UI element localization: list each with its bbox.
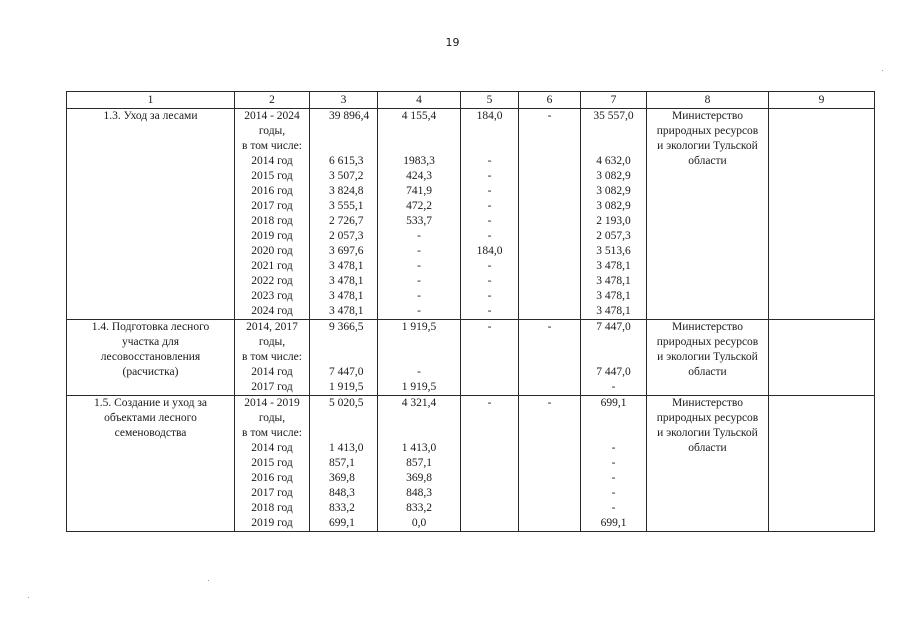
value-line-c2: 2015 год [251, 457, 293, 469]
value-line-c7: 7 447,0 [596, 321, 631, 333]
value-line-c2: 2022 год [251, 275, 293, 287]
value-line-c4: 848,3 [406, 487, 432, 499]
activity-name-cell [67, 320, 235, 396]
value-line-c6 [519, 380, 580, 395]
value-line-c6 [519, 516, 580, 531]
value-line-c3: 7 447,0 [329, 366, 364, 378]
value-line-c3: 3 507,2 [329, 170, 364, 182]
value-line-c4: 533,7 [406, 215, 432, 227]
value-line-c6 [519, 471, 580, 486]
value-line-c3 [310, 335, 377, 350]
value-line-c3 [310, 350, 377, 365]
value-line-c7: - [611, 472, 616, 484]
value-line-c6 [519, 169, 580, 184]
value-line-c2: 2019 год [251, 230, 293, 242]
value-line-c6: - [547, 321, 552, 333]
table-row-group [67, 320, 875, 396]
value-line-c7: - [611, 502, 616, 514]
value-line-c4 [378, 411, 460, 426]
value-line-c3: 3 478,1 [329, 260, 364, 272]
value-line-c3: 1 919,5 [329, 381, 364, 393]
value-line-c2: годы, [258, 336, 286, 348]
executor-line: области [688, 366, 727, 378]
value-line-c2: 2014 - 2019 [244, 397, 300, 409]
value-line-c4: - [417, 290, 421, 302]
value-line-c4 [378, 335, 460, 350]
value-cell-c6 [519, 320, 581, 396]
value-line-c4: 369,8 [406, 472, 432, 484]
value-line-c4 [378, 350, 460, 365]
value-line-c3: 3 478,1 [329, 275, 364, 287]
scan-speck [208, 580, 209, 581]
header-col-5: 5 [461, 92, 519, 109]
executor-line: Министерство [672, 321, 743, 333]
value-line-c4: 1 919,5 [401, 321, 437, 333]
value-line-c5 [461, 139, 518, 154]
value-line-c2: 2023 год [251, 290, 293, 302]
value-line-c3: 369,8 [329, 472, 355, 484]
empty-col-9-cell [769, 109, 875, 320]
value-line-c7: 699,1 [600, 517, 627, 529]
executor-cell [647, 109, 769, 320]
value-line-c7: - [611, 442, 616, 454]
executor-line: природных ресурсов [656, 412, 759, 424]
executor-line: области [688, 155, 727, 167]
value-line-c5 [461, 411, 518, 426]
value-line-c6 [519, 244, 580, 259]
value-line-c3: 39 896,4 [329, 110, 370, 122]
value-line-c4: - [417, 230, 421, 242]
value-line-c6 [519, 456, 580, 471]
value-line-c6 [519, 501, 580, 516]
value-line-c2: 2021 год [251, 260, 293, 272]
value-line-c6 [519, 365, 580, 380]
value-line-c7: 3 082,9 [596, 200, 631, 212]
value-line-c6 [519, 184, 580, 199]
value-line-c4: - [417, 260, 421, 272]
value-cell-c3 [310, 320, 378, 396]
value-line-c4: - [417, 275, 421, 287]
header-col-8: 8 [647, 92, 769, 109]
value-line-c7: 3 082,9 [596, 170, 631, 182]
value-line-c4: - [417, 366, 421, 378]
table-row-group [67, 396, 875, 532]
value-line-c4 [378, 426, 460, 441]
value-line-c4 [378, 124, 460, 139]
executor-line: Министерство [672, 110, 743, 122]
value-line-c2: 2018 год [251, 215, 293, 227]
value-cell-c4 [378, 396, 461, 532]
value-line-c3 [310, 411, 377, 426]
value-line-c2: 2024 год [251, 305, 293, 317]
value-cell-c5 [461, 396, 519, 532]
value-line-c7: 3 082,9 [596, 185, 631, 197]
executor-line: Министерство [672, 397, 743, 409]
activity-name-cell [67, 396, 235, 532]
value-line-c2: 2017 год [251, 487, 293, 499]
value-cell-c7 [581, 109, 647, 320]
value-line-c2: 2014 год [251, 155, 293, 167]
header-col-6: 6 [519, 92, 581, 109]
value-line-c5: - [487, 260, 492, 272]
value-line-c2: годы, [258, 412, 286, 424]
executor-line: природных ресурсов [656, 125, 759, 137]
activity-name-line: лесовосстановления [100, 351, 201, 363]
header-col-2: 2 [235, 92, 310, 109]
activity-name-line: 1.4. Подготовка лесного [91, 321, 210, 333]
value-line-c7: 2 057,3 [596, 230, 631, 242]
value-cell-c2 [235, 109, 310, 320]
value-line-c3: 3 478,1 [329, 305, 364, 317]
value-cell-c3 [310, 109, 378, 320]
value-line-c2: 2018 год [251, 502, 293, 514]
value-line-c6 [519, 229, 580, 244]
value-line-c3: 1 413,0 [329, 442, 364, 454]
executor-line: и экологии Тульской [657, 427, 758, 439]
value-line-c3: 857,1 [329, 457, 355, 469]
value-line-c7: 699,1 [600, 397, 627, 409]
value-line-c4: 4 321,4 [401, 397, 437, 409]
value-line-c7 [581, 139, 646, 154]
header-col-1: 1 [67, 92, 235, 109]
value-line-c5 [461, 471, 518, 486]
value-line-c2: 2014 год [251, 442, 293, 454]
value-line-c3 [310, 139, 377, 154]
value-line-c2: 2016 год [251, 472, 293, 484]
value-line-c6 [519, 274, 580, 289]
value-line-c2: 2019 год [251, 517, 293, 529]
value-line-c7 [581, 335, 646, 350]
value-line-c4: 4 155,4 [401, 110, 437, 122]
activity-name-line: 1.5. Создание и уход за [93, 397, 207, 409]
value-line-c5: - [487, 155, 492, 167]
value-line-c2: 2014 год [251, 366, 293, 378]
value-line-c3: 848,3 [329, 487, 355, 499]
executor-line: области [688, 442, 727, 454]
value-line-c4: 1983,3 [403, 155, 435, 167]
value-line-c2: 2017 год [251, 200, 293, 212]
value-line-c3: 833,2 [329, 502, 355, 514]
value-line-c6 [519, 139, 580, 154]
value-cell-c3 [310, 396, 378, 532]
value-cell-c5 [461, 109, 519, 320]
value-line-c2: 2016 год [251, 185, 293, 197]
header-row [67, 92, 875, 109]
value-line-c6 [519, 411, 580, 426]
value-line-c5 [461, 124, 518, 139]
table-row-group [67, 109, 875, 320]
activity-name-line: участка для [121, 336, 180, 348]
value-line-c3: 3 478,1 [329, 290, 364, 302]
value-line-c7 [581, 124, 646, 139]
value-line-c7: 3 478,1 [596, 260, 631, 272]
value-line-c5: - [487, 397, 492, 409]
value-line-c4: 741,9 [406, 185, 432, 197]
value-line-c7 [581, 350, 646, 365]
value-line-c5: 184,0 [476, 245, 503, 257]
value-cell-c2 [235, 396, 310, 532]
header-col-3: 3 [310, 92, 378, 109]
value-line-c7: 3 478,1 [596, 275, 631, 287]
value-cell-c6 [519, 109, 581, 320]
value-cell-c4 [378, 109, 461, 320]
value-line-c4: 1 413,0 [401, 442, 437, 454]
value-line-c7 [581, 426, 646, 441]
value-line-c3: 9 366,5 [329, 321, 364, 333]
value-line-c5 [461, 501, 518, 516]
value-line-c3 [310, 124, 377, 139]
value-line-c7: 2 193,0 [596, 215, 631, 227]
value-line-c6 [519, 486, 580, 501]
value-line-c3: 6 615,3 [329, 155, 364, 167]
value-line-c4: - [417, 245, 421, 257]
value-line-c5: - [487, 215, 492, 227]
activity-name-line: объектами лесного [104, 412, 197, 424]
value-line-c7: - [611, 381, 616, 393]
header-col-4: 4 [378, 92, 461, 109]
value-line-c4 [378, 139, 460, 154]
value-line-c2: 2015 год [251, 170, 293, 182]
value-line-c2: годы, [258, 125, 286, 137]
value-line-c4: 424,3 [406, 170, 432, 182]
value-line-c3: 699,1 [329, 517, 355, 529]
value-line-c5 [461, 350, 518, 365]
value-line-c2: в том числе: [242, 351, 302, 363]
value-line-c3: 2 726,7 [329, 215, 364, 227]
empty-col-9-cell [769, 396, 875, 532]
value-line-c5 [461, 456, 518, 471]
value-line-c5 [461, 365, 518, 380]
value-line-c3: 5 020,5 [329, 397, 364, 409]
value-line-c4: 472,2 [406, 200, 432, 212]
activity-name-line: семеноводства [114, 427, 187, 439]
value-line-c5: - [487, 321, 492, 333]
scan-speck [28, 597, 29, 598]
value-line-c7: 4 632,0 [596, 155, 631, 167]
header-col-9: 9 [769, 92, 875, 109]
value-line-c5: 184,0 [476, 110, 503, 122]
executor-line: и экологии Тульской [657, 351, 758, 363]
value-cell-c5 [461, 320, 519, 396]
value-line-c3 [310, 426, 377, 441]
value-line-c5: - [487, 200, 492, 212]
value-line-c4: 833,2 [406, 502, 432, 514]
activity-name-cell [67, 109, 235, 320]
value-line-c5 [461, 486, 518, 501]
budget-table [66, 91, 875, 532]
value-line-c3: 3 697,6 [329, 245, 364, 257]
value-line-c6 [519, 154, 580, 169]
value-line-c7: 35 557,0 [593, 110, 634, 122]
value-line-c6 [519, 214, 580, 229]
value-line-c7 [581, 411, 646, 426]
executor-line: природных ресурсов [656, 336, 759, 348]
value-line-c6 [519, 335, 580, 350]
value-line-c7: 3 478,1 [596, 290, 631, 302]
value-line-c5: - [487, 305, 492, 317]
value-line-c6 [519, 289, 580, 304]
value-line-c5: - [487, 170, 492, 182]
value-line-c6: - [547, 110, 552, 122]
value-line-c2: в том числе: [242, 427, 302, 439]
value-line-c4: 857,1 [406, 457, 432, 469]
value-cell-c7 [581, 396, 647, 532]
value-line-c6 [519, 304, 580, 319]
value-line-c6: - [547, 397, 552, 409]
value-line-c2: 2017 год [251, 381, 293, 393]
value-line-c5 [461, 441, 518, 456]
value-line-c7: 3 478,1 [596, 305, 631, 317]
value-line-c7: - [611, 487, 616, 499]
value-line-c6 [519, 426, 580, 441]
value-line-c7: 7 447,0 [596, 366, 631, 378]
value-line-c4: 0,0 [411, 517, 427, 529]
value-line-c3: 3 555,1 [329, 200, 364, 212]
scan-speck [882, 70, 883, 71]
value-line-c2: 2014, 2017 [246, 321, 298, 333]
page-number: 19 [445, 36, 460, 49]
value-line-c5 [461, 516, 518, 531]
value-line-c5: - [487, 275, 492, 287]
value-line-c5: - [487, 185, 492, 197]
executor-cell [647, 320, 769, 396]
value-line-c6 [519, 199, 580, 214]
value-cell-c4 [378, 320, 461, 396]
value-line-c5: - [487, 290, 492, 302]
value-cell-c6 [519, 396, 581, 532]
value-cell-c7 [581, 320, 647, 396]
value-line-c6 [519, 124, 580, 139]
value-line-c2: 2014 - 2024 [244, 110, 300, 122]
value-line-c5 [461, 380, 518, 395]
value-line-c7: - [611, 457, 616, 469]
value-line-c6 [519, 259, 580, 274]
activity-name-line: 1.3. Уход за лесами [103, 110, 198, 122]
activity-name-line: (расчистка) [122, 366, 179, 378]
executor-cell [647, 396, 769, 532]
header-col-7: 7 [581, 92, 647, 109]
value-line-c2: 2020 год [251, 245, 293, 257]
value-line-c4: - [417, 305, 421, 317]
value-line-c6 [519, 441, 580, 456]
value-line-c6 [519, 350, 580, 365]
value-line-c2: в том числе: [242, 140, 302, 152]
value-line-c4: 1 919,5 [401, 381, 437, 393]
executor-line: и экологии Тульской [657, 140, 758, 152]
value-line-c5 [461, 426, 518, 441]
value-line-c5: - [487, 230, 492, 242]
value-line-c7: 3 513,6 [596, 245, 631, 257]
value-line-c5 [461, 335, 518, 350]
empty-col-9-cell [769, 320, 875, 396]
value-cell-c2 [235, 320, 310, 396]
value-line-c3: 3 824,8 [329, 185, 364, 197]
value-line-c3: 2 057,3 [329, 230, 364, 242]
